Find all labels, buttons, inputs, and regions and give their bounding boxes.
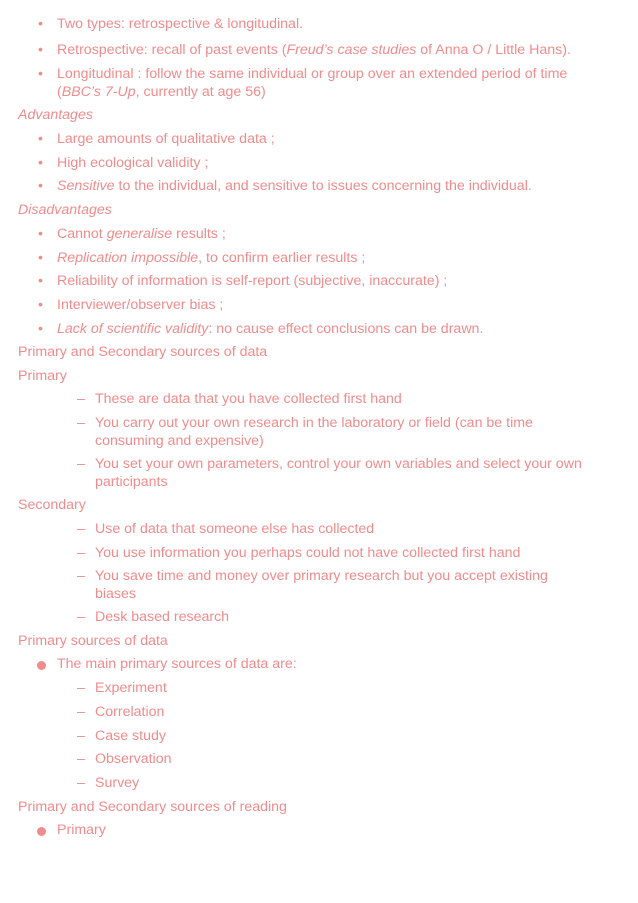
bullet-text [57, 250, 365, 267]
dash-marker: – [77, 609, 85, 625]
bullet-marker: • [38, 42, 43, 58]
dash-marker: – [77, 545, 85, 561]
dash-text-continued: consuming and expensive) [95, 433, 264, 449]
dash-text: These are data that you have collected first hand [95, 391, 402, 407]
bullet-text [57, 42, 571, 59]
bullet-text [57, 297, 223, 314]
bullet-marker: • [38, 178, 43, 194]
text-run: Interviewer/observer bias ; [57, 297, 224, 313]
bullet-marker: • [38, 16, 43, 32]
bullet-text [57, 66, 567, 83]
dash-text: Use of data that someone else has collected [95, 521, 375, 537]
dash-text: Case study [95, 728, 166, 744]
bullet-marker: • [38, 273, 43, 289]
bullet-marker: • [38, 226, 43, 242]
italic-text: Sensitive [57, 178, 115, 194]
text-run: Cannot [57, 226, 107, 242]
disadvantages-heading: Disadvantages [18, 202, 112, 218]
dash-marker: – [77, 775, 85, 791]
dash-text: You carry out your own research in the laboratory or field (can be time [95, 415, 533, 431]
dash-marker: – [77, 415, 85, 431]
text-run: Reliability of information is self-report (subjective, inaccurate) ; [57, 273, 448, 289]
text-run: , to confirm earlier results ; [198, 250, 366, 266]
text-run: Two types: retrospective & longitudinal. [57, 16, 304, 32]
dash-marker: – [77, 391, 85, 407]
dash-marker: – [77, 704, 85, 720]
dash-text: You set your own parameters, control your own variables and select your own [95, 456, 582, 472]
italic-text: generalise [106, 226, 173, 242]
bullet-text [57, 16, 303, 33]
bullet-text [57, 226, 226, 243]
bullet-marker: • [38, 155, 43, 171]
dash-marker: – [77, 728, 85, 744]
dot-bullet-icon [37, 827, 46, 836]
dash-text: Experiment [95, 680, 167, 696]
bullet-text [57, 273, 447, 290]
bullet-text-continued [57, 84, 266, 101]
dash-marker: – [77, 680, 85, 696]
bullet-text [57, 131, 275, 148]
text-run: to the individual, and sensitive to issues concerning the individual. [114, 178, 532, 194]
text-run: results ; [172, 226, 226, 242]
dot-item-text: The main primary sources of data are: [57, 656, 297, 672]
dash-text-continued: participants [95, 474, 168, 490]
dash-marker: – [77, 568, 85, 584]
dash-text-continued: biases [95, 586, 137, 602]
italic-text: BBC’s 7-Up [61, 84, 136, 100]
bullet-text [57, 178, 532, 195]
bullet-text [57, 155, 208, 172]
dash-marker: – [77, 456, 85, 472]
text-run: , currently at age 56) [135, 84, 266, 100]
bullet-marker: • [38, 131, 43, 147]
italic-text: Lack of scientific validity [57, 321, 209, 337]
text-run: : no cause effect conclusions can be drawn. [208, 321, 484, 337]
dot-item-text: Primary [57, 822, 106, 838]
text-run: Retrospective: recall of past events ( [57, 42, 287, 58]
dot-bullet-icon [37, 661, 46, 670]
text-run: Longitudinal : follow the same individual or group over an extended period of time [57, 66, 568, 82]
text-run: ( [57, 84, 62, 100]
bullet-text [57, 321, 483, 338]
secondary-heading: Secondary [18, 497, 86, 513]
sources-heading: Primary and Secondary sources of data [18, 344, 268, 360]
italic-text: Replication impossible [57, 250, 199, 266]
bullet-marker: • [38, 250, 43, 266]
text-run: High ecological validity ; [57, 155, 209, 171]
text-run: of Anna O / Little Hans). [416, 42, 571, 58]
bullet-marker: • [38, 66, 43, 82]
text-run: Large amounts of qualitative data ; [57, 131, 275, 147]
dash-text: Observation [95, 751, 172, 767]
dash-text: You save time and money over primary research but you accept existing [95, 568, 548, 584]
bullet-marker: • [38, 297, 43, 313]
reading-heading: Primary and Secondary sources of reading [18, 799, 287, 815]
dash-text: Survey [95, 775, 140, 791]
dash-text: You use information you perhaps could not have collected first hand [95, 545, 521, 561]
dash-text: Correlation [95, 704, 165, 720]
italic-text: Freud’s case studies [286, 42, 417, 58]
primary-sources-heading: Primary sources of data [18, 633, 168, 649]
dash-marker: – [77, 751, 85, 767]
primary-heading: Primary [18, 368, 67, 384]
dash-marker: – [77, 521, 85, 537]
dash-text: Desk based research [95, 609, 230, 625]
bullet-marker: • [38, 321, 43, 337]
advantages-heading: Advantages [18, 107, 93, 123]
